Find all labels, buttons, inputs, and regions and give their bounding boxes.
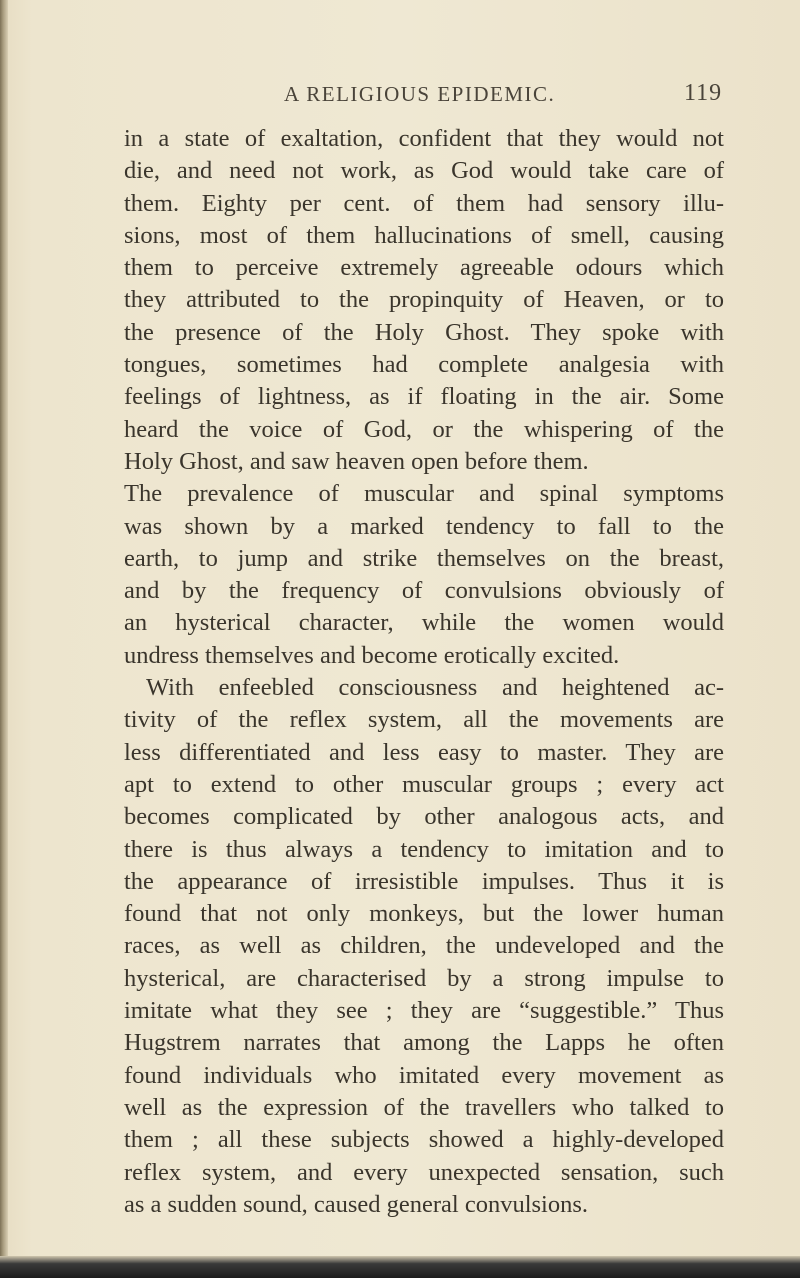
text-line: as a sudden sound, caused general convulsions.: [124, 1190, 589, 1218]
text-line: them. Eighty per cent. of them had sensory illu-: [124, 189, 724, 217]
text-line: the presence of the Holy Ghost. They spoke with: [124, 318, 724, 346]
text-line: heard the voice of God, or the whispering of the: [124, 415, 724, 443]
text-line: the appearance of irresistible impulses. Thus it is: [124, 867, 724, 895]
text-line: earth, to jump and strike themselves on the breast,: [124, 544, 724, 572]
page-spine-edge: [0, 0, 8, 1278]
text-line: found individuals who imitated every movement as: [124, 1061, 724, 1089]
running-head: [0, 82, 800, 122]
text-line: was shown by a marked tendency to fall to the: [124, 512, 724, 540]
text-line: Hugstrem narrates that among the Lapps he often: [124, 1029, 724, 1057]
text-line: them ; all these subjects showed a highly-developed: [124, 1126, 724, 1154]
page-bottom-edge: [0, 1256, 800, 1278]
text-line: well as the expression of the travellers who talked to: [124, 1093, 724, 1121]
text-line: them to perceive extremely agreeable odours which: [124, 254, 724, 282]
text-line: less differentiated and less easy to master. They are: [124, 738, 724, 766]
text-line: With enfeebled consciousness and heightened ac-: [146, 674, 724, 702]
text-line: they attributed to the propinquity of Heaven, or to: [124, 286, 724, 314]
text-line: an hysterical character, while the women would: [124, 609, 724, 637]
body-text: [124, 123, 724, 1221]
text-line: tongues, sometimes had complete analgesia with: [124, 351, 724, 379]
text-line: apt to extend to other muscular groups ; every act: [124, 770, 724, 798]
text-line: hysterical, are characterised by a strong impulse to: [124, 964, 724, 992]
text-line: Holy Ghost, and saw heaven open before them.: [124, 447, 589, 475]
text-line: imitate what they see ; they are “suggestible.” Thus: [124, 997, 724, 1025]
text-line: undress themselves and become erotically excited.: [124, 641, 620, 669]
page-number: 119: [684, 80, 723, 106]
text-line: tivity of the reflex system, all the movements are: [124, 706, 724, 734]
text-line: found that not only monkeys, but the lower human: [124, 900, 724, 928]
text-line: reflex system, and every unexpected sensation, such: [124, 1158, 724, 1186]
text-line: sions, most of them hallucinations of smell, causing: [124, 221, 724, 249]
text-line: feelings of lightness, as if floating in the air. Some: [124, 383, 724, 411]
text-line: in a state of exaltation, confident that they would not: [124, 125, 724, 152]
text-line: and by the frequency of convulsions obviously of: [124, 577, 724, 605]
text-line: there is thus always a tendency to imitation and to: [124, 835, 724, 863]
text-line: races, as well as children, the undeveloped and the: [124, 932, 724, 960]
text-line: die, and need not work, as God would take care of: [124, 157, 724, 185]
text-line: The prevalence of muscular and spinal symptoms: [124, 480, 724, 508]
running-title: A RELIGIOUS EPIDEMIC.: [284, 82, 556, 106]
text-line: becomes complicated by other analogous acts, and: [124, 803, 724, 831]
